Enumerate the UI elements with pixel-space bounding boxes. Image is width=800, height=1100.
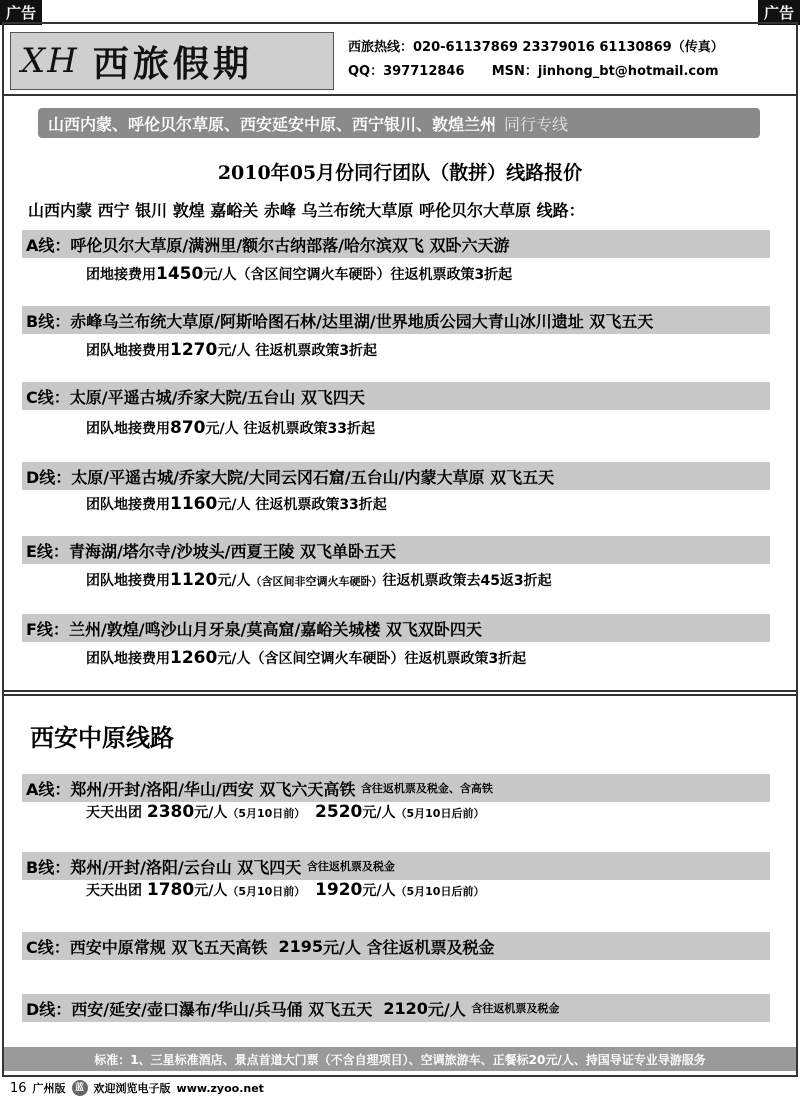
route-bar xyxy=(22,462,770,490)
hotline-numbers: 020-61137869 23379016 61130869（传真） xyxy=(413,40,724,55)
route-price xyxy=(86,340,377,360)
page-number: 16 xyxy=(10,1080,27,1096)
section-divider xyxy=(4,690,796,696)
price-amount: 2380 xyxy=(146,802,195,822)
price-prefix: 团队地接费用 xyxy=(86,497,170,513)
price-suffix: 元/人（含区间空调火车硬卧）往返机票政策3折起 xyxy=(203,267,513,283)
footer-url[interactable]: www.zyoo.net xyxy=(176,1081,264,1095)
route-label: A线： xyxy=(26,235,71,255)
section-subtitle: 山西内蒙 西宁 银川 敦煌 嘉峪关 赤峰 乌兰布统大草原 呼伦贝尔大草原 线路： xyxy=(28,201,585,220)
price-unit: 元/人 xyxy=(323,937,361,957)
im-line xyxy=(348,60,724,84)
route-label: D线： xyxy=(26,467,72,487)
hotline-label: 西旅热线： xyxy=(348,40,414,55)
price-unit: 元/人 xyxy=(194,805,228,821)
price-prefix: 天天出团 xyxy=(86,883,142,899)
price-amount: 2195 xyxy=(278,936,323,956)
route-name: 郑州/开封/洛阳/云台山 双飞四天 xyxy=(70,857,302,877)
route-bar xyxy=(22,382,770,410)
route-label: B线： xyxy=(26,857,71,877)
route-bar xyxy=(22,852,770,880)
standards-bar: 标准：1、三星标准酒店、景点首道大门票（不含自理项目）、空调旅游车、正餐标20元/人、持国导证专业导游服务 xyxy=(4,1047,796,1071)
route-name: 太原/平遥古城/乔家大院/五台山 双飞四天 xyxy=(69,387,365,407)
price-prefix: 团队地接费用 xyxy=(86,651,170,667)
route-bar xyxy=(22,614,770,642)
logo-name: 西旅假期 xyxy=(92,43,253,85)
route-name: 西安中原常规 双飞五天高铁 xyxy=(69,937,268,957)
price-suffix: 元/人 往返机票政策33折起 xyxy=(217,497,387,513)
price-suffix: 元/人 往返机票政策33折起 xyxy=(205,421,375,437)
price-amount: 2120 xyxy=(383,998,428,1018)
price-unit: 元/人 xyxy=(217,573,251,589)
route-bar xyxy=(22,932,770,960)
price-suffix: 元/人 往返机票政策3折起 xyxy=(217,343,378,359)
route-note: 含往返机票及税金 xyxy=(471,1002,560,1015)
route-note: 含往返机票及税金 xyxy=(306,860,395,873)
price-date: （5月10日后前） xyxy=(395,885,485,898)
banner-text: 山西内蒙、呼伦贝尔草原、西安延安中原、西宁银川、敦煌兰州 xyxy=(48,114,497,134)
price-amount: 1120 xyxy=(170,570,218,590)
route-price xyxy=(86,880,484,900)
section2-title: 西安中原线路 xyxy=(30,724,174,752)
price-unit: 元/人 xyxy=(362,883,396,899)
price-prefix: 团地接费用 xyxy=(86,267,156,283)
price-prefix: 团队地接费用 xyxy=(86,573,170,589)
route-price xyxy=(86,802,484,822)
price-amount: 870 xyxy=(170,418,206,438)
price-prefix: 天天出团 xyxy=(86,805,142,821)
price-suffix: 元/人（含区间空调火车硬卧）往返机票政策3折起 xyxy=(217,651,527,667)
price-date: （5月10日前） xyxy=(227,885,306,898)
route-price xyxy=(86,494,387,514)
route-price xyxy=(86,648,526,668)
footer-slogan: 欢迎浏览电子版 xyxy=(93,1082,171,1095)
edition-label: 广州版 xyxy=(32,1082,66,1095)
qq-number: 397712846 xyxy=(383,64,465,79)
route-name: 兰州/敦煌/鸣沙山月牙泉/莫高窟/嘉峪关城楼 双飞双卧四天 xyxy=(68,619,482,639)
route-bar xyxy=(22,536,770,564)
route-bar xyxy=(22,994,770,1022)
price-date: （5月10日后前） xyxy=(395,807,485,820)
route-bar xyxy=(22,774,770,802)
price-prefix: 团队地接费用 xyxy=(86,421,170,437)
page-title: 2010年05月份同行团队（散拼）线路报价 xyxy=(217,162,583,184)
price-suffix: 往返机票政策去45返3折起 xyxy=(382,573,552,589)
brand-logo xyxy=(10,32,334,90)
price-amount: 1450 xyxy=(156,264,204,284)
price-unit: 元/人 xyxy=(427,999,466,1019)
page-footer xyxy=(10,1080,264,1096)
route-label: B线： xyxy=(26,311,71,331)
route-label: C线： xyxy=(26,387,70,407)
route-note: 含往返机票及税金 xyxy=(366,937,495,957)
route-name: 呼伦贝尔大草原/满洲里/额尔古纳部落/哈尔滨双飞 双卧六天游 xyxy=(70,235,510,255)
route-note: 含往返机票及税金、含高铁 xyxy=(360,782,493,795)
route-bar xyxy=(22,230,770,258)
ad-tag-left: 广告 xyxy=(0,0,42,25)
banner-tail: 同行专线 xyxy=(504,114,569,134)
price-amount: 1260 xyxy=(170,648,218,668)
price-amount: 2520 xyxy=(315,802,363,822)
price-amount: 1780 xyxy=(146,880,195,900)
badge-icon: 蓝 xyxy=(72,1080,88,1096)
msn-label: MSN： xyxy=(491,64,538,79)
ad-tag-right: 广告 xyxy=(758,0,800,25)
route-name: 西安/延安/壶口瀑布/华山/兵马俑 双飞五天 xyxy=(71,999,373,1019)
route-label: D线： xyxy=(26,999,72,1019)
price-unit: 元/人 xyxy=(362,805,396,821)
price-unit: 元/人 xyxy=(194,883,228,899)
specialty-banner xyxy=(38,108,760,138)
route-label: A线： xyxy=(26,779,71,799)
price-amount: 1920 xyxy=(315,880,363,900)
contact-info xyxy=(348,36,724,84)
qq-label: QQ： xyxy=(348,64,384,79)
route-price xyxy=(86,570,552,590)
price-amount: 1160 xyxy=(170,494,218,514)
route-label: C线： xyxy=(26,937,70,957)
route-label: F线： xyxy=(26,619,69,639)
price-prefix: 团队地接费用 xyxy=(86,343,170,359)
route-name: 赤峰乌兰布统大草原/阿斯哈图石林/达里湖/世界地质公园大青山冰川遗址 双飞五天 xyxy=(70,311,654,331)
price-date: （5月10日前） xyxy=(227,807,306,820)
route-name: 青海湖/塔尔寺/沙坡头/西夏王陵 双飞单卧五天 xyxy=(68,541,397,561)
header xyxy=(4,24,796,96)
route-name: 郑州/开封/洛阳/华山/西安 双飞六天高铁 xyxy=(70,779,356,799)
price-note: （含区间非空调火车硬卧） xyxy=(250,575,383,588)
route-label: E线： xyxy=(26,541,69,561)
hotline-line xyxy=(348,36,724,60)
msn-address: jinhong_bt@hotmail.com xyxy=(537,64,719,79)
route-bar xyxy=(22,306,770,334)
price-amount: 1270 xyxy=(170,340,218,360)
logo-xh: XH xyxy=(21,41,79,81)
route-price xyxy=(86,418,375,438)
route-name: 太原/平遥古城/乔家大院/大同云冈石窟/五台山/内蒙大草原 双飞五天 xyxy=(71,467,555,487)
route-price xyxy=(86,264,512,284)
